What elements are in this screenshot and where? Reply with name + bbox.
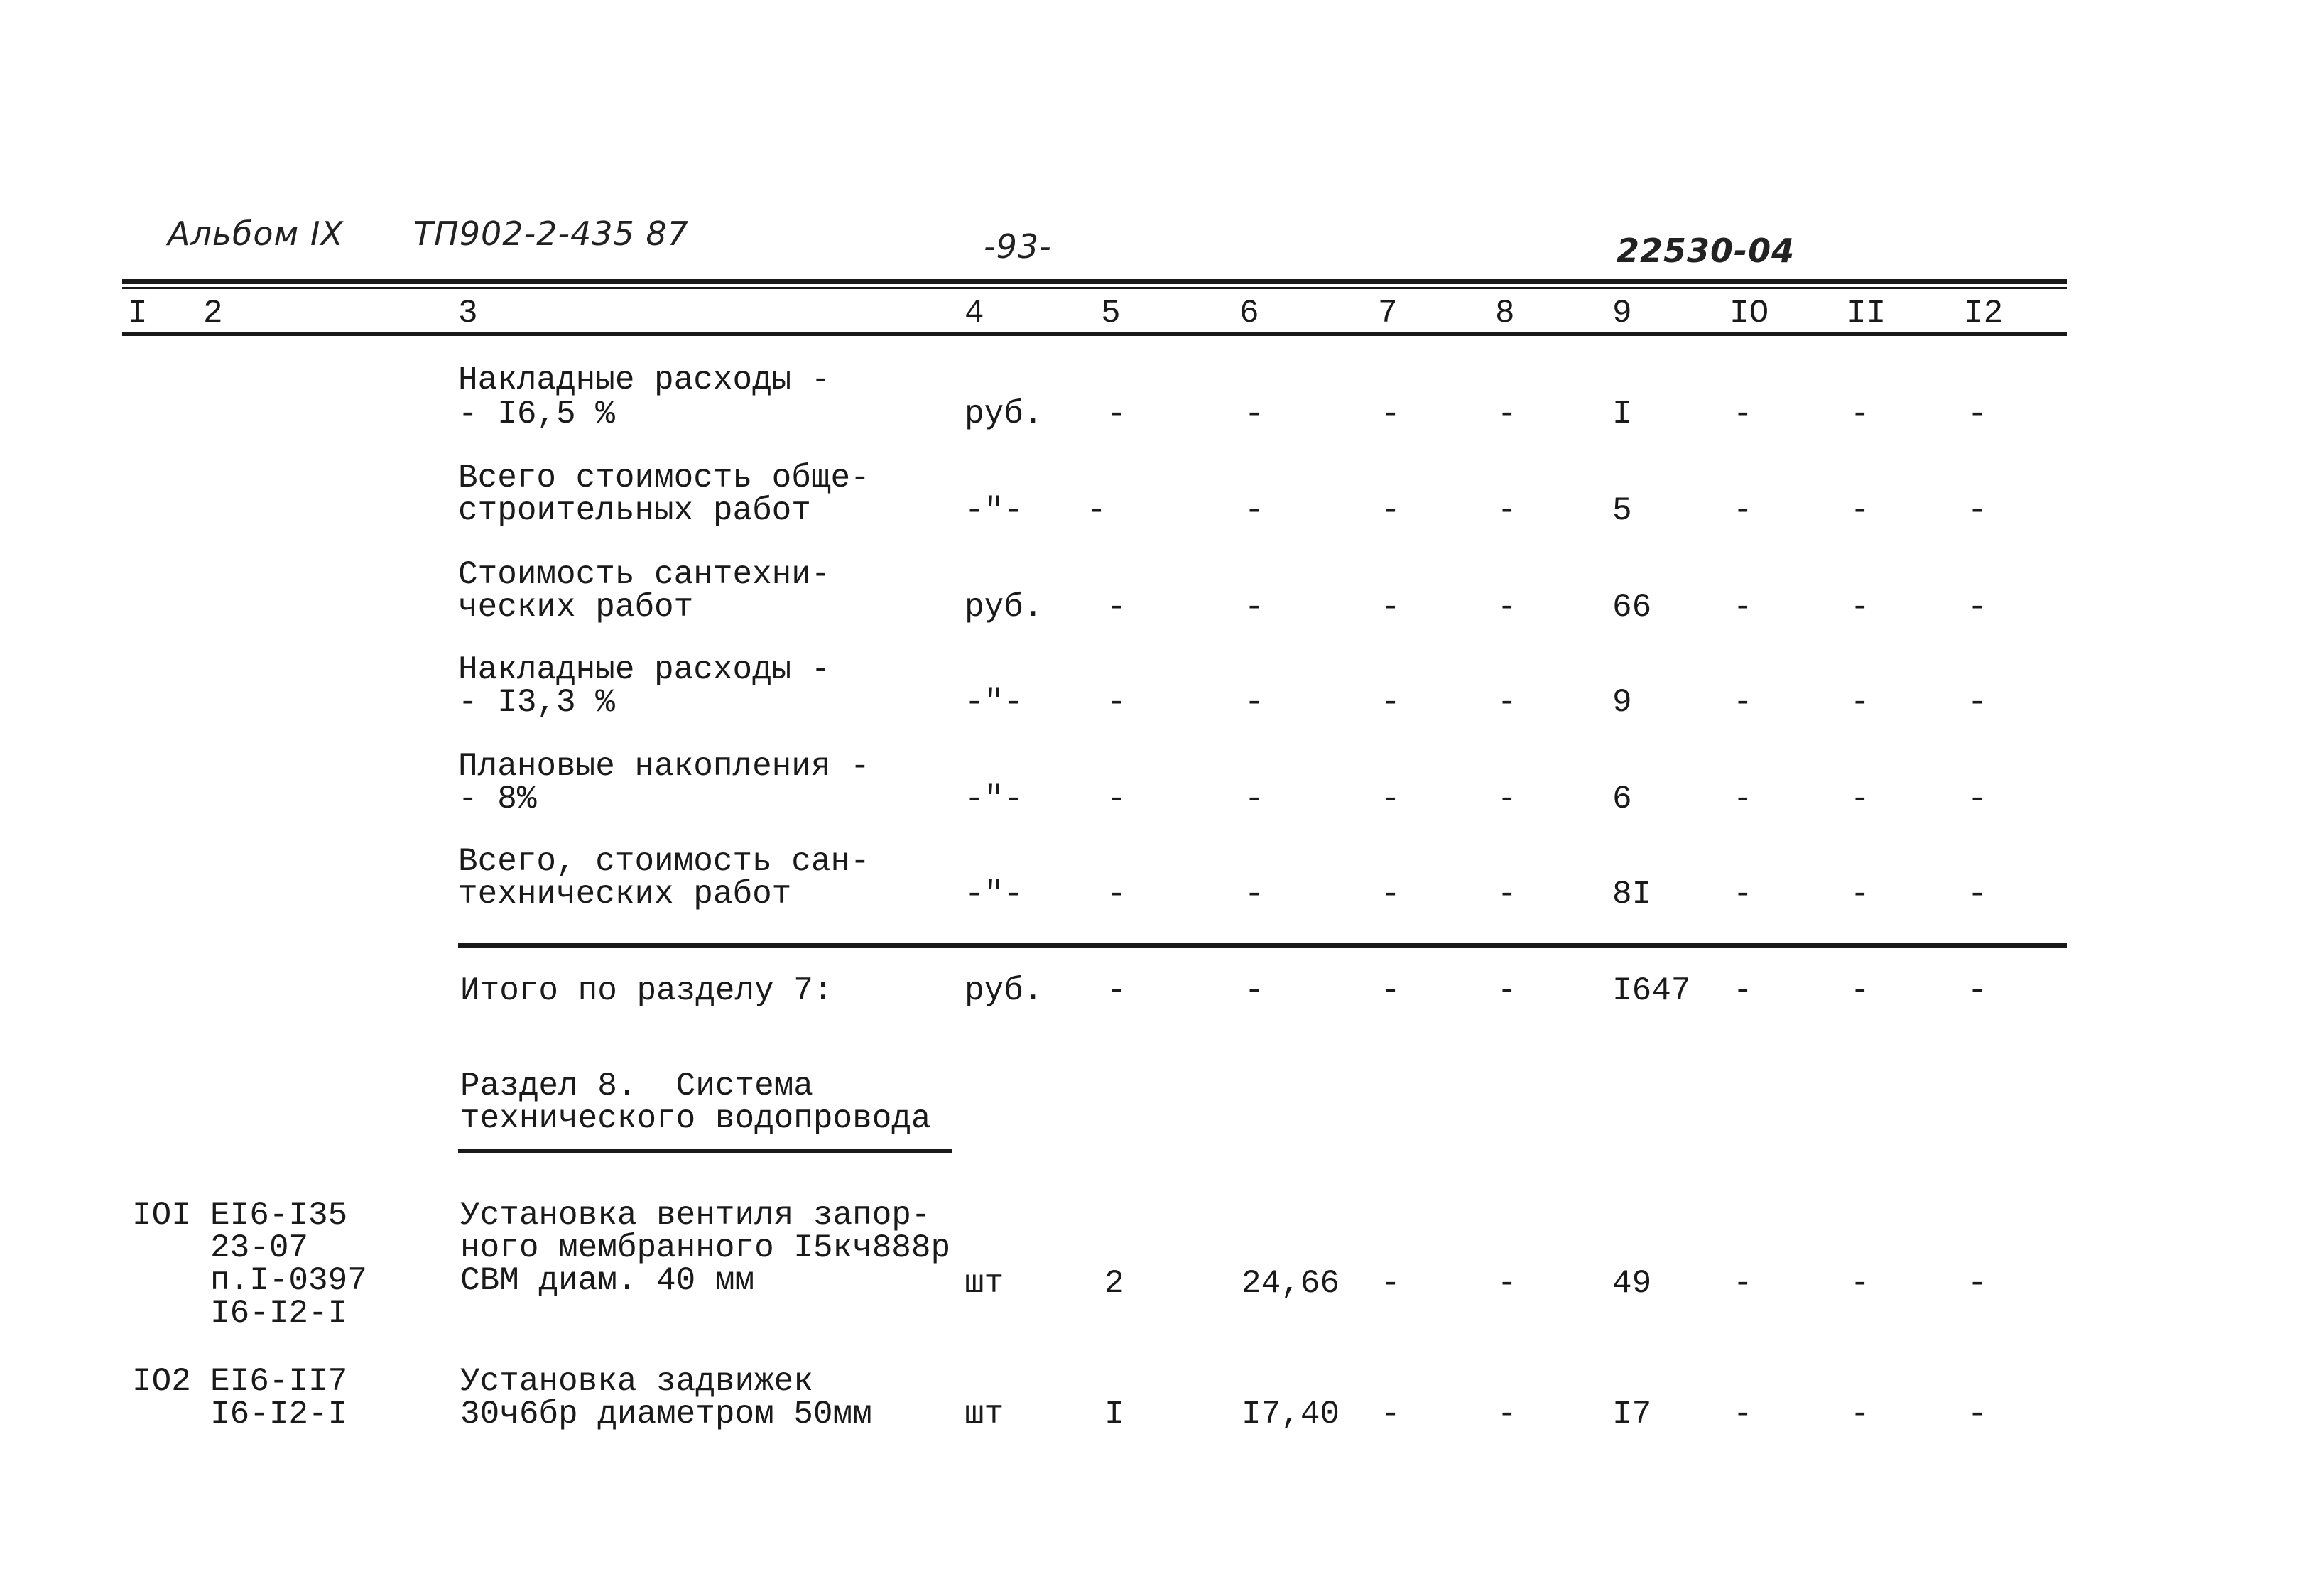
- row-col11: -: [1850, 684, 1870, 721]
- row-col8: -: [1497, 589, 1517, 626]
- column-header-8: 8: [1495, 295, 1515, 332]
- column-header-11: II: [1847, 295, 1886, 332]
- item-code: п.I-0397: [210, 1262, 367, 1299]
- row-col10: -: [1733, 396, 1753, 433]
- row-col10: -: [1733, 589, 1753, 626]
- row-col6: -: [1244, 781, 1264, 818]
- row-col8: -: [1497, 876, 1517, 913]
- item-code: I6-I2-I: [210, 1295, 348, 1332]
- column-header-6: 6: [1239, 295, 1259, 332]
- item-col8: -: [1497, 1396, 1517, 1433]
- row-col7: -: [1381, 589, 1401, 626]
- item-desc-line: ного мембранного I5кч888р: [460, 1229, 951, 1266]
- item-col12: -: [1967, 1396, 1987, 1433]
- row-desc-line: Всего, стоимость сан-: [458, 843, 870, 880]
- row-desc-line: - I6,5 %: [458, 396, 615, 433]
- item-total: I7: [1612, 1396, 1652, 1433]
- item-code: EI6-I35: [210, 1197, 348, 1234]
- item-col8: -: [1497, 1265, 1517, 1302]
- total-rule: [458, 943, 2067, 948]
- section-title: Раздел 8. Система: [460, 1068, 813, 1104]
- item-col7: -: [1381, 1265, 1401, 1302]
- item-code: I6-I2-I: [210, 1396, 348, 1433]
- total-col10: -: [1733, 972, 1753, 1009]
- page-number: -93-: [984, 227, 1052, 266]
- row-col11: -: [1850, 492, 1870, 529]
- row-col10: -: [1733, 781, 1753, 818]
- item-number: IO2: [132, 1363, 191, 1400]
- item-unit: шт: [965, 1265, 1004, 1302]
- row-col8: -: [1497, 396, 1517, 433]
- row-desc-line: Накладные расходы -: [458, 362, 831, 398]
- column-header-10: IO: [1729, 295, 1769, 332]
- row-col5: -: [1107, 589, 1126, 626]
- document-code: 22530-04: [1617, 232, 1795, 270]
- project-number: ТП902-2-435 87: [413, 215, 689, 253]
- row-col6: -: [1244, 684, 1264, 721]
- row-desc-line: Плановые накопления -: [458, 748, 870, 785]
- row-col10: -: [1733, 492, 1753, 529]
- total-col5: -: [1107, 972, 1126, 1009]
- column-header-7: 7: [1378, 295, 1398, 332]
- row-col6: -: [1244, 396, 1264, 433]
- item-col10: -: [1733, 1396, 1753, 1433]
- total-value: I647: [1612, 972, 1691, 1009]
- row-col11: -: [1850, 876, 1870, 913]
- row-col10: -: [1733, 684, 1753, 721]
- row-col9: I: [1612, 396, 1632, 433]
- total-col6: -: [1244, 972, 1264, 1009]
- item-unit: шт: [965, 1396, 1004, 1433]
- row-col7: -: [1381, 781, 1401, 818]
- row-unit: руб.: [965, 589, 1043, 626]
- row-unit: -"-: [965, 492, 1023, 529]
- row-desc-line: ческих работ: [458, 589, 694, 626]
- row-col8: -: [1497, 781, 1517, 818]
- row-col9: 5: [1612, 492, 1632, 529]
- column-header-2: 2: [203, 295, 223, 332]
- section-underline: [458, 1149, 952, 1153]
- section-title: технического водопровода: [460, 1100, 931, 1137]
- row-col9: 6: [1612, 781, 1632, 818]
- column-header-3: 3: [458, 295, 478, 332]
- row-col6: -: [1244, 492, 1264, 529]
- row-col7: -: [1381, 684, 1401, 721]
- total-col11: -: [1850, 972, 1870, 1009]
- row-col12: -: [1967, 396, 1987, 433]
- total-label: Итого по разделу 7:: [460, 972, 833, 1009]
- column-header-9: 9: [1612, 295, 1632, 332]
- row-col10: -: [1733, 876, 1753, 913]
- total-col8: -: [1497, 972, 1517, 1009]
- album-label: Альбом IX: [168, 215, 344, 253]
- row-col5: -: [1107, 876, 1126, 913]
- row-desc-line: - I3,3 %: [458, 684, 615, 721]
- row-col12: -: [1967, 492, 1987, 529]
- row-col9: 66: [1612, 589, 1652, 626]
- row-desc-line: Стоимость сантехни-: [458, 556, 831, 593]
- row-unit: -"-: [965, 684, 1023, 721]
- item-number: IOI: [132, 1197, 191, 1234]
- item-col12: -: [1967, 1265, 1987, 1302]
- row-col5: -: [1087, 492, 1107, 529]
- item-col10: -: [1733, 1265, 1753, 1302]
- row-col5: -: [1107, 684, 1126, 721]
- row-desc-line: строительных работ: [458, 492, 811, 529]
- row-unit: -"-: [965, 876, 1023, 913]
- top-rule-thin: [122, 287, 2067, 289]
- item-quantity: 2: [1104, 1265, 1124, 1302]
- row-desc-line: Накладные расходы -: [458, 651, 831, 688]
- item-unit-price: 24,66: [1242, 1265, 1340, 1302]
- row-col12: -: [1967, 684, 1987, 721]
- item-desc-line: 30ч6бр диаметром 50мм: [460, 1396, 872, 1433]
- item-code: EI6-II7: [210, 1363, 348, 1400]
- row-col6: -: [1244, 876, 1264, 913]
- total-unit: руб.: [965, 972, 1043, 1009]
- row-col11: -: [1850, 396, 1870, 433]
- item-desc-line: СВМ диам. 40 мм: [460, 1262, 755, 1299]
- row-col8: -: [1497, 684, 1517, 721]
- row-col5: -: [1107, 396, 1126, 433]
- column-header-12: I2: [1964, 295, 2004, 332]
- item-col7: -: [1381, 1396, 1401, 1433]
- column-header-5: 5: [1101, 295, 1121, 332]
- row-col11: -: [1850, 589, 1870, 626]
- item-desc-line: Установка задвижек: [460, 1363, 813, 1400]
- column-header-rule: [122, 332, 2067, 336]
- item-col11: -: [1850, 1396, 1870, 1433]
- row-col12: -: [1967, 876, 1987, 913]
- item-total: 49: [1612, 1265, 1652, 1302]
- item-desc-line: Установка вентиля запор-: [460, 1197, 931, 1234]
- row-col9: 9: [1612, 684, 1632, 721]
- row-col12: -: [1967, 589, 1987, 626]
- total-col12: -: [1967, 972, 1987, 1009]
- row-col7: -: [1381, 396, 1401, 433]
- item-code: 23-07: [210, 1229, 309, 1266]
- row-unit: -"-: [965, 781, 1023, 818]
- item-unit-price: I7,40: [1242, 1396, 1340, 1433]
- item-quantity: I: [1104, 1396, 1124, 1433]
- row-col6: -: [1244, 589, 1264, 626]
- row-desc-line: технических работ: [458, 876, 792, 913]
- item-col11: -: [1850, 1265, 1870, 1302]
- top-rule: [122, 279, 2067, 284]
- row-col9: 8I: [1612, 876, 1652, 913]
- column-header-4: 4: [965, 295, 984, 332]
- row-desc-line: - 8%: [458, 781, 537, 818]
- row-col8: -: [1497, 492, 1517, 529]
- row-desc-line: Всего стоимость обще-: [458, 460, 870, 496]
- row-col11: -: [1850, 781, 1870, 818]
- row-col7: -: [1381, 492, 1401, 529]
- total-col7: -: [1381, 972, 1401, 1009]
- row-unit: руб.: [965, 396, 1043, 433]
- row-col7: -: [1381, 876, 1401, 913]
- row-col5: -: [1107, 781, 1126, 818]
- column-header-1: I: [128, 295, 148, 332]
- row-col12: -: [1967, 781, 1987, 818]
